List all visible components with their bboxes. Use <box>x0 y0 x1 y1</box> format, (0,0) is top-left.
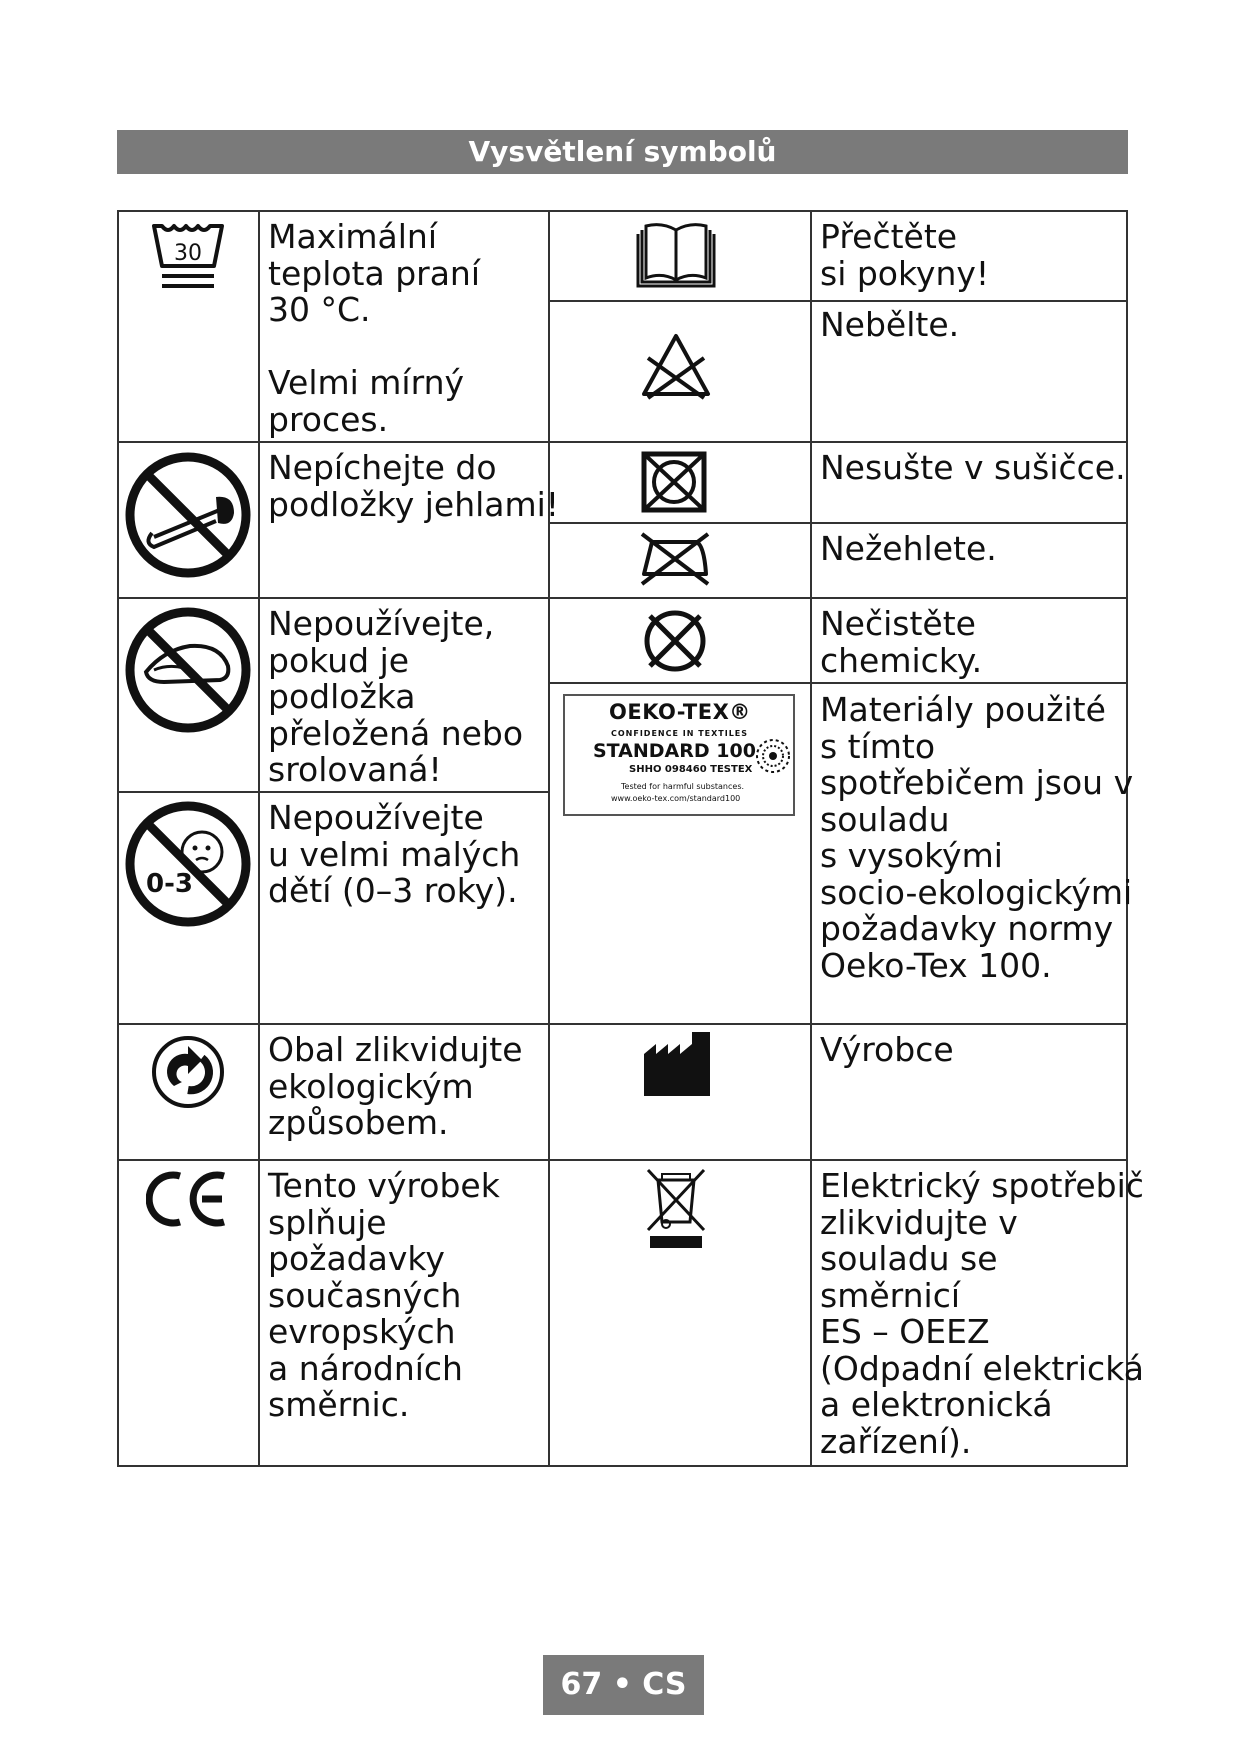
wash-temperature: 30 <box>174 241 202 266</box>
oekotex-tested: Tested for harmful substances. <box>621 782 745 791</box>
no-tumble-dry-icon <box>640 450 708 514</box>
children-age-label: 0-3 <box>146 869 193 899</box>
oekotex-url: www.oeko-tex.com/standard100 <box>611 794 741 803</box>
oekotex-brand: OEKO-TEX® <box>609 700 751 724</box>
recycle-text: Obal zlikvidujte ekologickým způsobem. <box>268 1030 523 1142</box>
ce-text: Tento výrobek splňuje požadavky současných evropských a národních směrnic. <box>268 1166 500 1424</box>
recycle-icon <box>150 1034 226 1110</box>
no-pins-text: Nepíchejte do podložky jehlami! <box>268 448 560 524</box>
manufacturer-text: Výrobce <box>820 1030 954 1069</box>
oekotex-code: SHHO 098460 TESTEX <box>629 764 753 775</box>
no-dry-clean-icon <box>640 606 710 676</box>
no-children-text: Nepoužívejte u velmi malých dětí (0–3 roky). <box>268 798 521 910</box>
read-instructions-icon <box>634 220 718 290</box>
no-children-icon <box>124 800 252 928</box>
section-title: Vysvětlení symbolů <box>117 130 1128 174</box>
oekotex-label-icon <box>563 694 795 816</box>
wash-temperature-text: Maximální teplota praní 30 °C. Velmi mírný proces. <box>268 217 481 439</box>
weee-bin-icon <box>644 1166 708 1250</box>
read-instructions-text: Přečtěte si pokyny! <box>820 217 990 293</box>
page-number: 67 • CS <box>543 1655 704 1715</box>
oekotex-text: Materiály použité s tímto spotřebičem jsou v souladu s vysokými socio-ekologickými požadavky normy Oeko-Tex 100. <box>820 690 1134 985</box>
no-bleach-text: Nebělte. <box>820 305 960 344</box>
no-bleach-icon <box>640 330 712 402</box>
no-dry-clean-text: Nečistěte chemicky. <box>820 604 983 680</box>
no-iron-text: Nežehlete. <box>820 529 997 568</box>
ce-mark-icon <box>146 1168 230 1230</box>
oekotex-tagline: CONFIDENCE IN TEXTILES <box>611 729 749 738</box>
weee-text: Elektrický spotřebič zlikvidujte v souladu se směrnicí ES – OEEZ (Odpadní elektrická a elektronická zařízení). <box>820 1166 1144 1461</box>
no-pins-icon <box>124 451 252 579</box>
manufacturer-icon <box>642 1028 712 1098</box>
oekotex-badge-icon <box>755 738 791 778</box>
no-folded-icon <box>124 606 252 734</box>
no-iron-icon <box>638 530 712 586</box>
wash-30-icon <box>148 220 228 292</box>
no-tumble-dry-text: Nesušte v sušičce. <box>820 448 1126 487</box>
oekotex-standard: STANDARD 100 <box>593 740 756 762</box>
no-folded-text: Nepoužívejte, pokud je podložka přeložená nebo srolovaná! <box>268 604 524 789</box>
